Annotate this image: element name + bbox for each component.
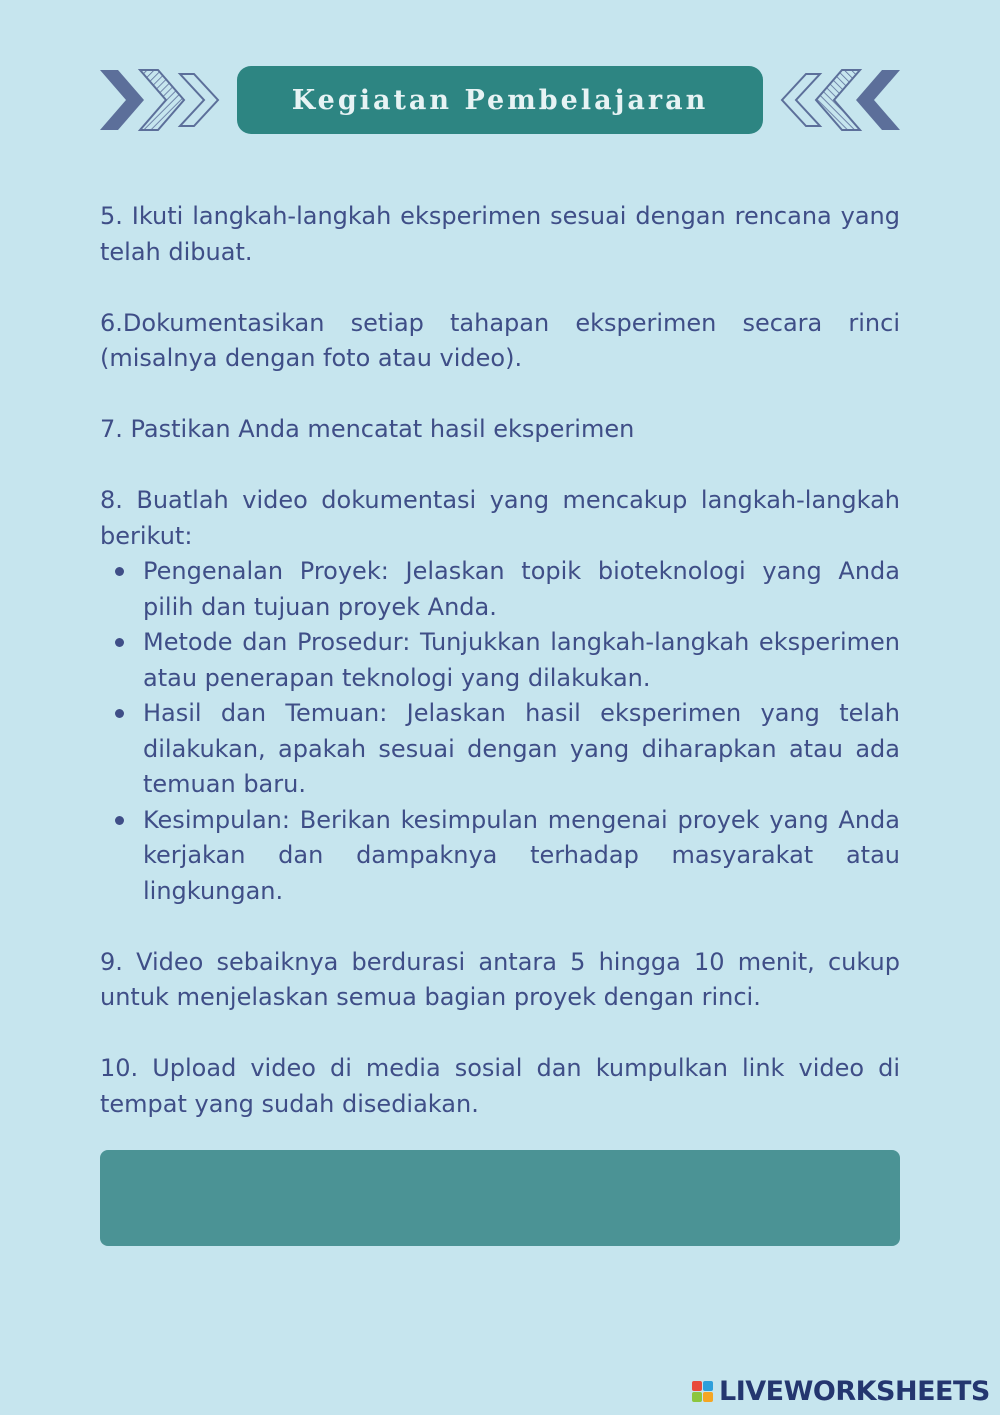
liveworksheets-logo-icon (692, 1381, 713, 1402)
liveworksheets-brand (692, 1374, 990, 1408)
brand-name: LIVEWORKSHEETS (719, 1375, 990, 1407)
list-item-text: Kesimpulan: Berikan kesimpulan mengenai proyek yang Anda kerjakan dan dampaknya terhadap masyarakat atau lingkungan. (143, 805, 900, 905)
list-item (100, 803, 900, 910)
step-8: 8. Buatlah video dokumentasi yang mencakup langkah-langkah berikut: (100, 486, 900, 550)
chevron-left-arrows-icon (774, 64, 904, 136)
step-7: 7. Pastikan Anda mencatat hasil eksperimen (100, 415, 635, 443)
bullet-icon (115, 638, 124, 647)
list-item-text: Hasil dan Temuan: Jelaskan hasil eksperimen yang telah dilakukan, apakah sesuai dengan yang diharapkan atau ada temuan baru. (143, 699, 900, 798)
page-title: Kegiatan Pembelajaran (237, 66, 763, 134)
list-item (100, 554, 900, 625)
list-item (100, 625, 900, 696)
step-5: 5. Ikuti langkah-langkah eksperimen sesuai dengan rencana yang telah dibuat. (100, 202, 900, 266)
bullet-icon (115, 816, 124, 825)
step-6: 6.Dokumentasikan setiap tahapan eksperimen secara rinci (misalnya dengan foto atau video). (100, 308, 900, 372)
bullet-icon (115, 567, 124, 576)
instructions (100, 199, 900, 1158)
chevron-right-arrows-icon (96, 64, 226, 136)
list-item-text: Metode dan Prosedur: Tunjukkan langkah-langkah eksperimen atau penerapan teknologi yang dilakukan. (143, 628, 900, 692)
step-10: 10. Upload video di media sosial dan kumpulkan link video di tempat yang sudah disediakan. (100, 1054, 900, 1118)
answer-input-box[interactable] (100, 1150, 900, 1246)
list-item (100, 696, 900, 803)
bullet-icon (115, 709, 124, 718)
step-8-list (100, 554, 900, 909)
list-item-text: Pengenalan Proyek: Jelaskan topik bioteknologi yang Anda pilih dan tujuan proyek Anda. (143, 557, 900, 621)
step-9: 9. Video sebaiknya berdurasi antara 5 hingga 10 menit, cukup untuk menjelaskan semua bagian proyek dengan rinci. (100, 947, 900, 1011)
